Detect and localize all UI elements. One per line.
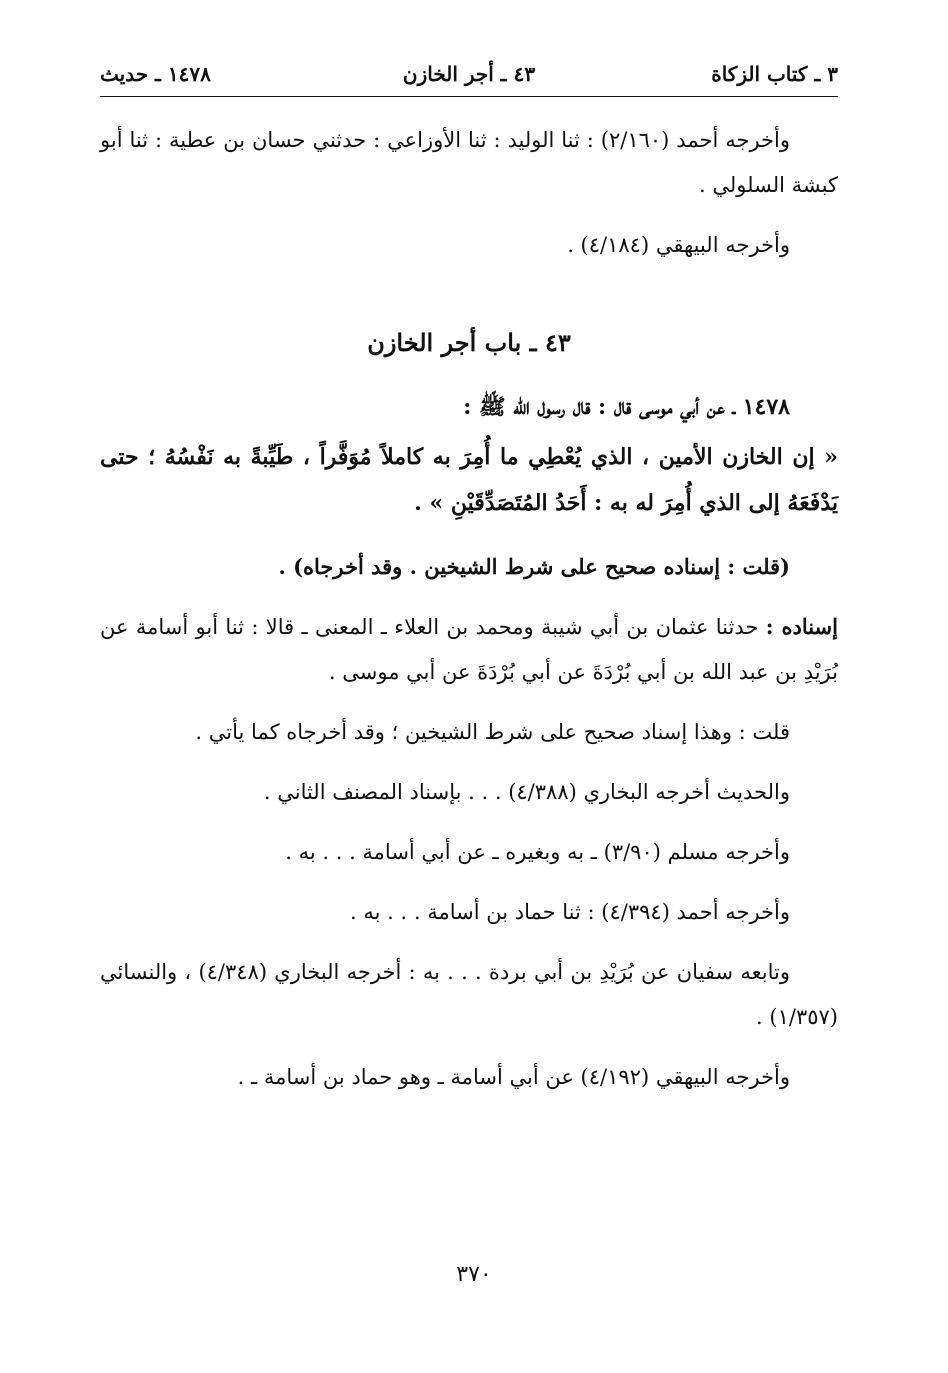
hadith-intro: ١٤٧٨ ـ عن أبي موسى قال : قال رسول الله ﷺ :	[463, 394, 790, 420]
section-heading: ٤٣ ـ باب أجر الخازن	[367, 328, 571, 357]
paragraph: وأخرجه أحمد (٢/١٦٠) : ثنا الوليد : ثنا الأوزاعي : حدثني حسان بن عطية : ثنا أبو كبشة السلولي .	[100, 128, 838, 197]
hadith-text: « إن الخازن الأمين ، الذي يُعْطِي ما أُمِرَ به كاملاً مُوَفَّراً ، طَيِّبةً به نَفْسُهُ ؛ حتى يَدْفَعَهُ إلى الذي أُمِرَ له به : أَحَدُ المُتَصَدِّقَيْنِ » .	[100, 444, 838, 516]
paragraph: قلت : وهذا إسناد صحيح على شرط الشيخين ؛ وقد أخرجاه كما يأتي .	[195, 720, 790, 744]
paragraph: والحديث أخرجه البخاري (٤/٣٨٨) . . . بإسناد المصنف الثاني .	[263, 780, 790, 804]
header-chapter: ٣ ـ كتاب الزكاة	[711, 62, 838, 86]
running-header	[100, 58, 838, 94]
paragraph: وأخرجه البيهقي (٤/١٩٢) عن أبي أسامة ـ وهو حماد بن أسامة ـ .	[237, 1065, 790, 1089]
paragraph: وأخرجه البيهقي (٤/١٨٤) .	[567, 233, 790, 257]
isnad-text: حدثنا عثمان بن أبي شيبة ومحمد بن العلاء ـ المعنى ـ قالا : ثنا أبو أسامة عن بُرَيْدِ بن عبد الله بن أبي بُرْدَةَ عن أبي بُرْدَةَ عن أبي موسى .	[100, 615, 838, 684]
header-section: ٤٣ ـ أجر الخازن	[402, 62, 536, 86]
isnad-paragraph	[100, 604, 838, 695]
header-hadith-number: ١٤٧٨ ـ حديث	[100, 62, 211, 86]
paragraph: وأخرجه أحمد (٤/٣٩٤) : ثنا حماد بن أسامة . . . به .	[350, 900, 790, 924]
paragraph: وتابعه سفيان عن بُرَيْدِ بن أبي بردة . . . به : أخرجه البخاري (٤/٣٤٨) ، والنسائي (١/٣٥٧) .	[100, 960, 838, 1029]
header-rule	[100, 96, 838, 97]
paragraph: وأخرجه مسلم (٣/٩٠) ـ به وبغيره ـ عن أبي أسامة . . . به .	[285, 840, 790, 864]
page-body	[100, 118, 838, 1115]
page-number: ٣٧٠	[456, 1262, 492, 1287]
verdict-note: (قلت : إسناده صحيح على شرط الشيخين . وقد أخرجاه) .	[278, 554, 790, 579]
isnad-label: إسناده :	[765, 614, 838, 639]
